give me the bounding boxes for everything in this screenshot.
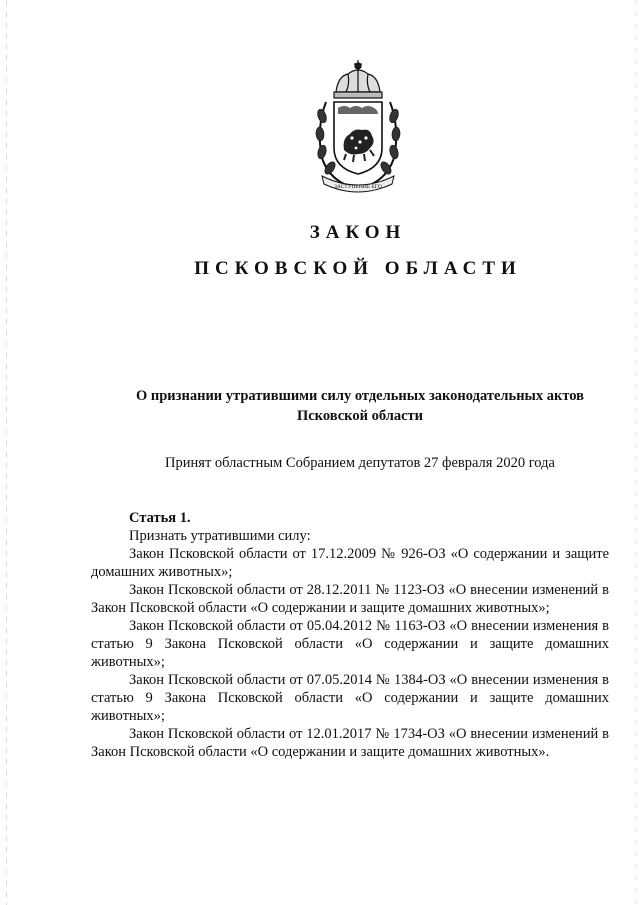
- paragraph: Закон Псковской области от 17.12.2009 № 926-ОЗ «О содержании и защите домашних животных»;: [91, 546, 609, 580]
- svg-text:ЗАСТУПЕНИЕ ЕГО: ЗАСТУПЕНИЕ ЕГО: [334, 184, 382, 190]
- article-heading: Статья 1.: [129, 510, 191, 526]
- law-title: ЗАКОН: [309, 222, 407, 243]
- scan-edge-right: [635, 0, 636, 905]
- law-subject-line: О признании утратившими силу отдельных законодательных актов: [135, 388, 584, 404]
- coat-of-arms-icon: [308, 58, 408, 198]
- law-subject: [100, 386, 620, 426]
- law-subject-line: Псковской области: [296, 408, 424, 424]
- paragraph: Признать утратившими силу:: [129, 528, 311, 544]
- article-body: [91, 509, 609, 761]
- adoption-date: Принят областным Собранием депутатов 27 февраля 2020 года: [165, 455, 555, 471]
- paragraph: Закон Псковской области от 07.05.2014 № 1384-ОЗ «О внесении изменения в статью 9 Закона Псковской области «О содержании и защите домашних животных»;: [91, 672, 609, 724]
- paragraph: Закон Псковской области от 05.04.2012 № 1163-ОЗ «О внесении изменения в статью 9 Закона Псковской области «О содержании и защите домашних животных»;: [91, 618, 609, 670]
- scan-edge-left: [6, 0, 7, 905]
- paragraph: Закон Псковской области от 12.01.2017 № 1734-ОЗ «О внесении изменений в Закон Псковской области «О содержании и защите домашних животных».: [91, 726, 609, 760]
- region-title: ПСКОВСКОЙ ОБЛАСТИ: [194, 258, 522, 279]
- paragraph: Закон Псковской области от 28.12.2011 № 1123-ОЗ «О внесении изменений в Закон Псковской области «О содержании и защите домашних животных»;: [91, 582, 609, 616]
